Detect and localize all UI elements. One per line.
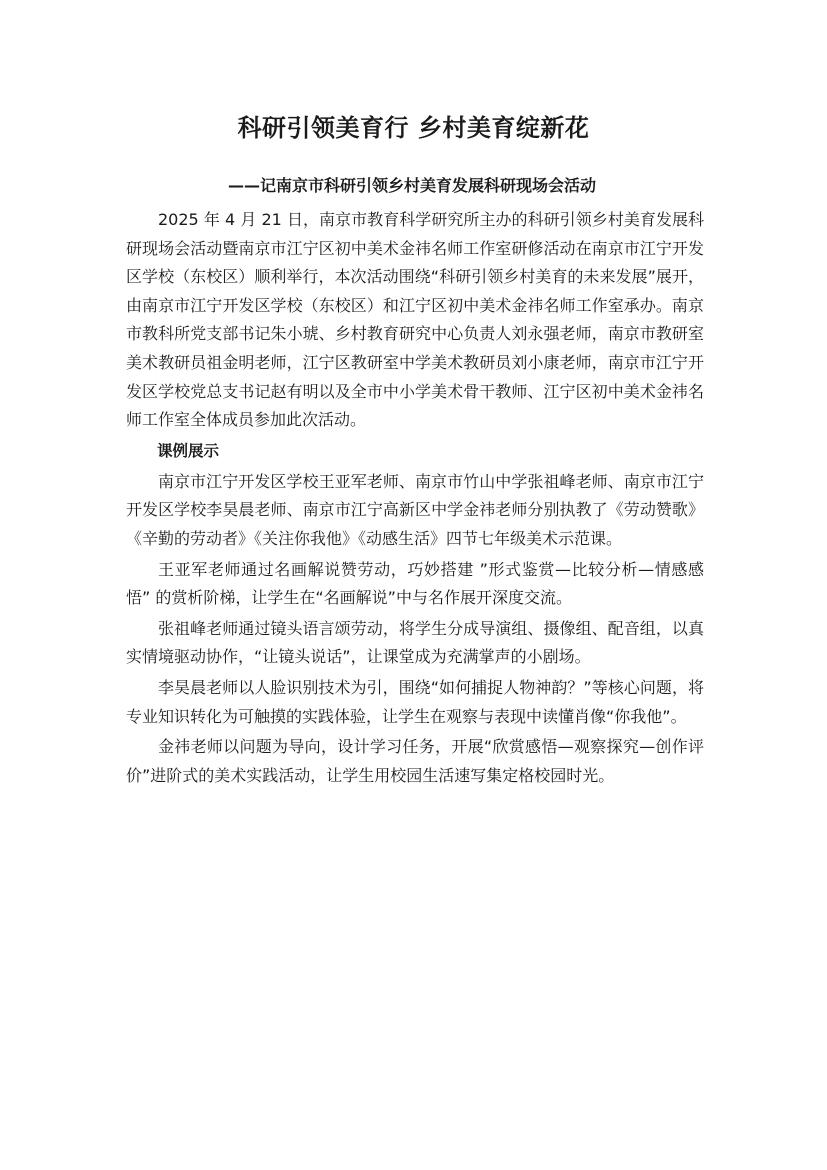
paragraph-lesson-jin: 金祎老师以问题为导向，设计学习任务，开展“欣赏感悟—观察探究—创作评价”进阶式的美术实践活动，让学生用校园生活速写集定格校园时光。 [126,737,704,785]
paragraph-lessons-overview: 南京市江宁开发区学校王亚军老师、南京市竹山中学张祖峰老师、南京市江宁开发区学校李昊晨老师、南京市江宁高新区中学金祎老师分别执教了《劳动赞歌》《辛勤的劳动者》《关注你我他》《动感生活》四节七年级美术示范课。 [126,471,704,548]
page-title: 科研引领美育行 乡村美育绽新花 [237,114,590,142]
section-heading-lessons: 课例展示 [157,441,220,460]
paragraph-lesson-li: 李昊晨老师以人脸识别技术为引，围绕“如何捕捉人物神韵？”等核心问题，将专业知识转化为可触摸的实践体验，让学生在观察与表现中读懂肖像“你我他”。 [126,677,704,726]
article-body [126,206,704,790]
paragraph-lesson-zhang: 张祖峰老师通过镜头语言颂劳动，将学生分成导演组、摄像组、配音组，以真实情境驱动协作，“让镜头说话”，让课堂成为充满掌声的小剧场。 [126,618,704,667]
paragraph-intro: 2025 年 4 月 21 日，南京市教育科学研究所主办的科研引领乡村美育发展科研现场会活动暨南京市江宁区初中美术金祎名师工作室研修活动在南京市江宁开发区学校（东校区）顺利举行，本次活动围绕“科研引领乡村美育的未来发展”展开，由南京市江宁开发区学校（东校区）和江宁区初中美术金祎名师工作室承办。南京市教科所党支部书记朱小琥、乡村教育研究中心负责人刘永强老师，南京市教研室美术教研员祖金明老师，江宁区教研室中学美术教研员刘小康老师，南京市江宁开发区学校党总支书记赵有明以及全市中小学美术骨干教师、江宁区初中美术金祎名师工作室全体成员参加此次活动。 [126,210,704,430]
page-subtitle: ——记南京市科研引领乡村美育发展科研现场会活动 [228,176,597,195]
paragraph-lesson-wang: 王亚军老师通过名画解说赞劳动，巧妙搭建 ”形式鉴赏—比较分析—情感感悟” 的赏析阶梯，让学生在“名画解说”中与名作展开深度交流。 [126,559,704,608]
